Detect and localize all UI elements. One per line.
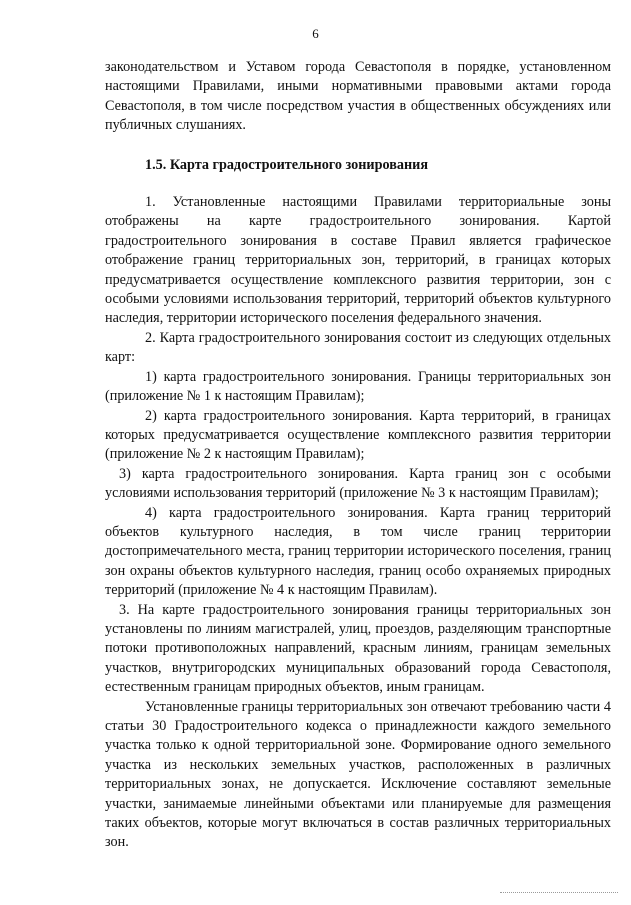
- list-item-1: 1) карта градостроительного зонирования. Границы территориальных зон (приложение № 1 к настоящим Правилам);: [105, 368, 611, 405]
- page-number: 6: [312, 26, 319, 41]
- section-heading: 1.5. Карта градостроительного зонирования: [145, 156, 429, 173]
- paragraph-4: Установленные границы территориальных зон отвечают требованию части 4 статьи 30 Градостроительного кодекса о принадлежности каждого земельного участка только к одной территориальной зоне. Формирование одного земельного участка из нескольких земельных участков, расположенных в различных территориальных зонах, не допускается. Исключение составляют земельные участки, занимаемые линейными объектами или планируемые для размещения таких объектов, которые могут включаться в состав различных территориальных зон.: [105, 698, 611, 851]
- list-item-4: 4) карта градостроительного зонирования. Карта границ территорий объектов культурного наследия, в том числе границ территории достопримечательного места, границ территории исторического поселения, границ зон охраны объектов культурного наследия, границ особо охраняемых природных территорий (приложение № 4 к настоящим Правилам).: [105, 504, 611, 599]
- paragraph-1: 1. Установленные настоящими Правилами территориальные зоны отображены на карте градостроительного зонирования. Картой градостроительного зонирования в составе Правил является графическое отображение границ территориальных зон, территорий, в границах которых предусматривается осуществление комплексного развития территории, зон с особыми условиями использования территорий, территорий объектов культурного наследия, территории исторического поселения федерального значения.: [105, 194, 611, 327]
- intro-paragraph: законодательством и Уставом города Севастополя в порядке, установленном настоящими Правилами, иными нормативными правовыми актами города Севастополя, в том числе посредством участия в общественных обсуждениях или публичных слушаниях.: [105, 59, 611, 134]
- paragraph-2: 2. Карта градостроительного зонирования состоит из следующих отдельных карт:: [105, 329, 611, 366]
- paragraph-3: 3. На карте градостроительного зонирования границы территориальных зон установлены по линиям магистралей, улиц, проездов, разделяющим транспортные потоки противоположных направлений, красным линиям, границам земельных участков, внутригородских муниципальных образований города Севастополя, естественным границам природных объектов, иным границам.: [105, 601, 611, 696]
- footer-dotted-line: [500, 892, 618, 893]
- page-content: [105, 58, 611, 853]
- list-item-2: 2) карта градостроительного зонирования. Карта территорий, в границах которых предусматривается осуществление комплексного развития территории (приложение № 2 к настоящим Правилам);: [105, 407, 611, 463]
- list-item-3: 3) карта градостроительного зонирования. Карта границ зон с особыми условиями использования территорий (приложение № 3 к настоящим Правилам);: [105, 465, 611, 502]
